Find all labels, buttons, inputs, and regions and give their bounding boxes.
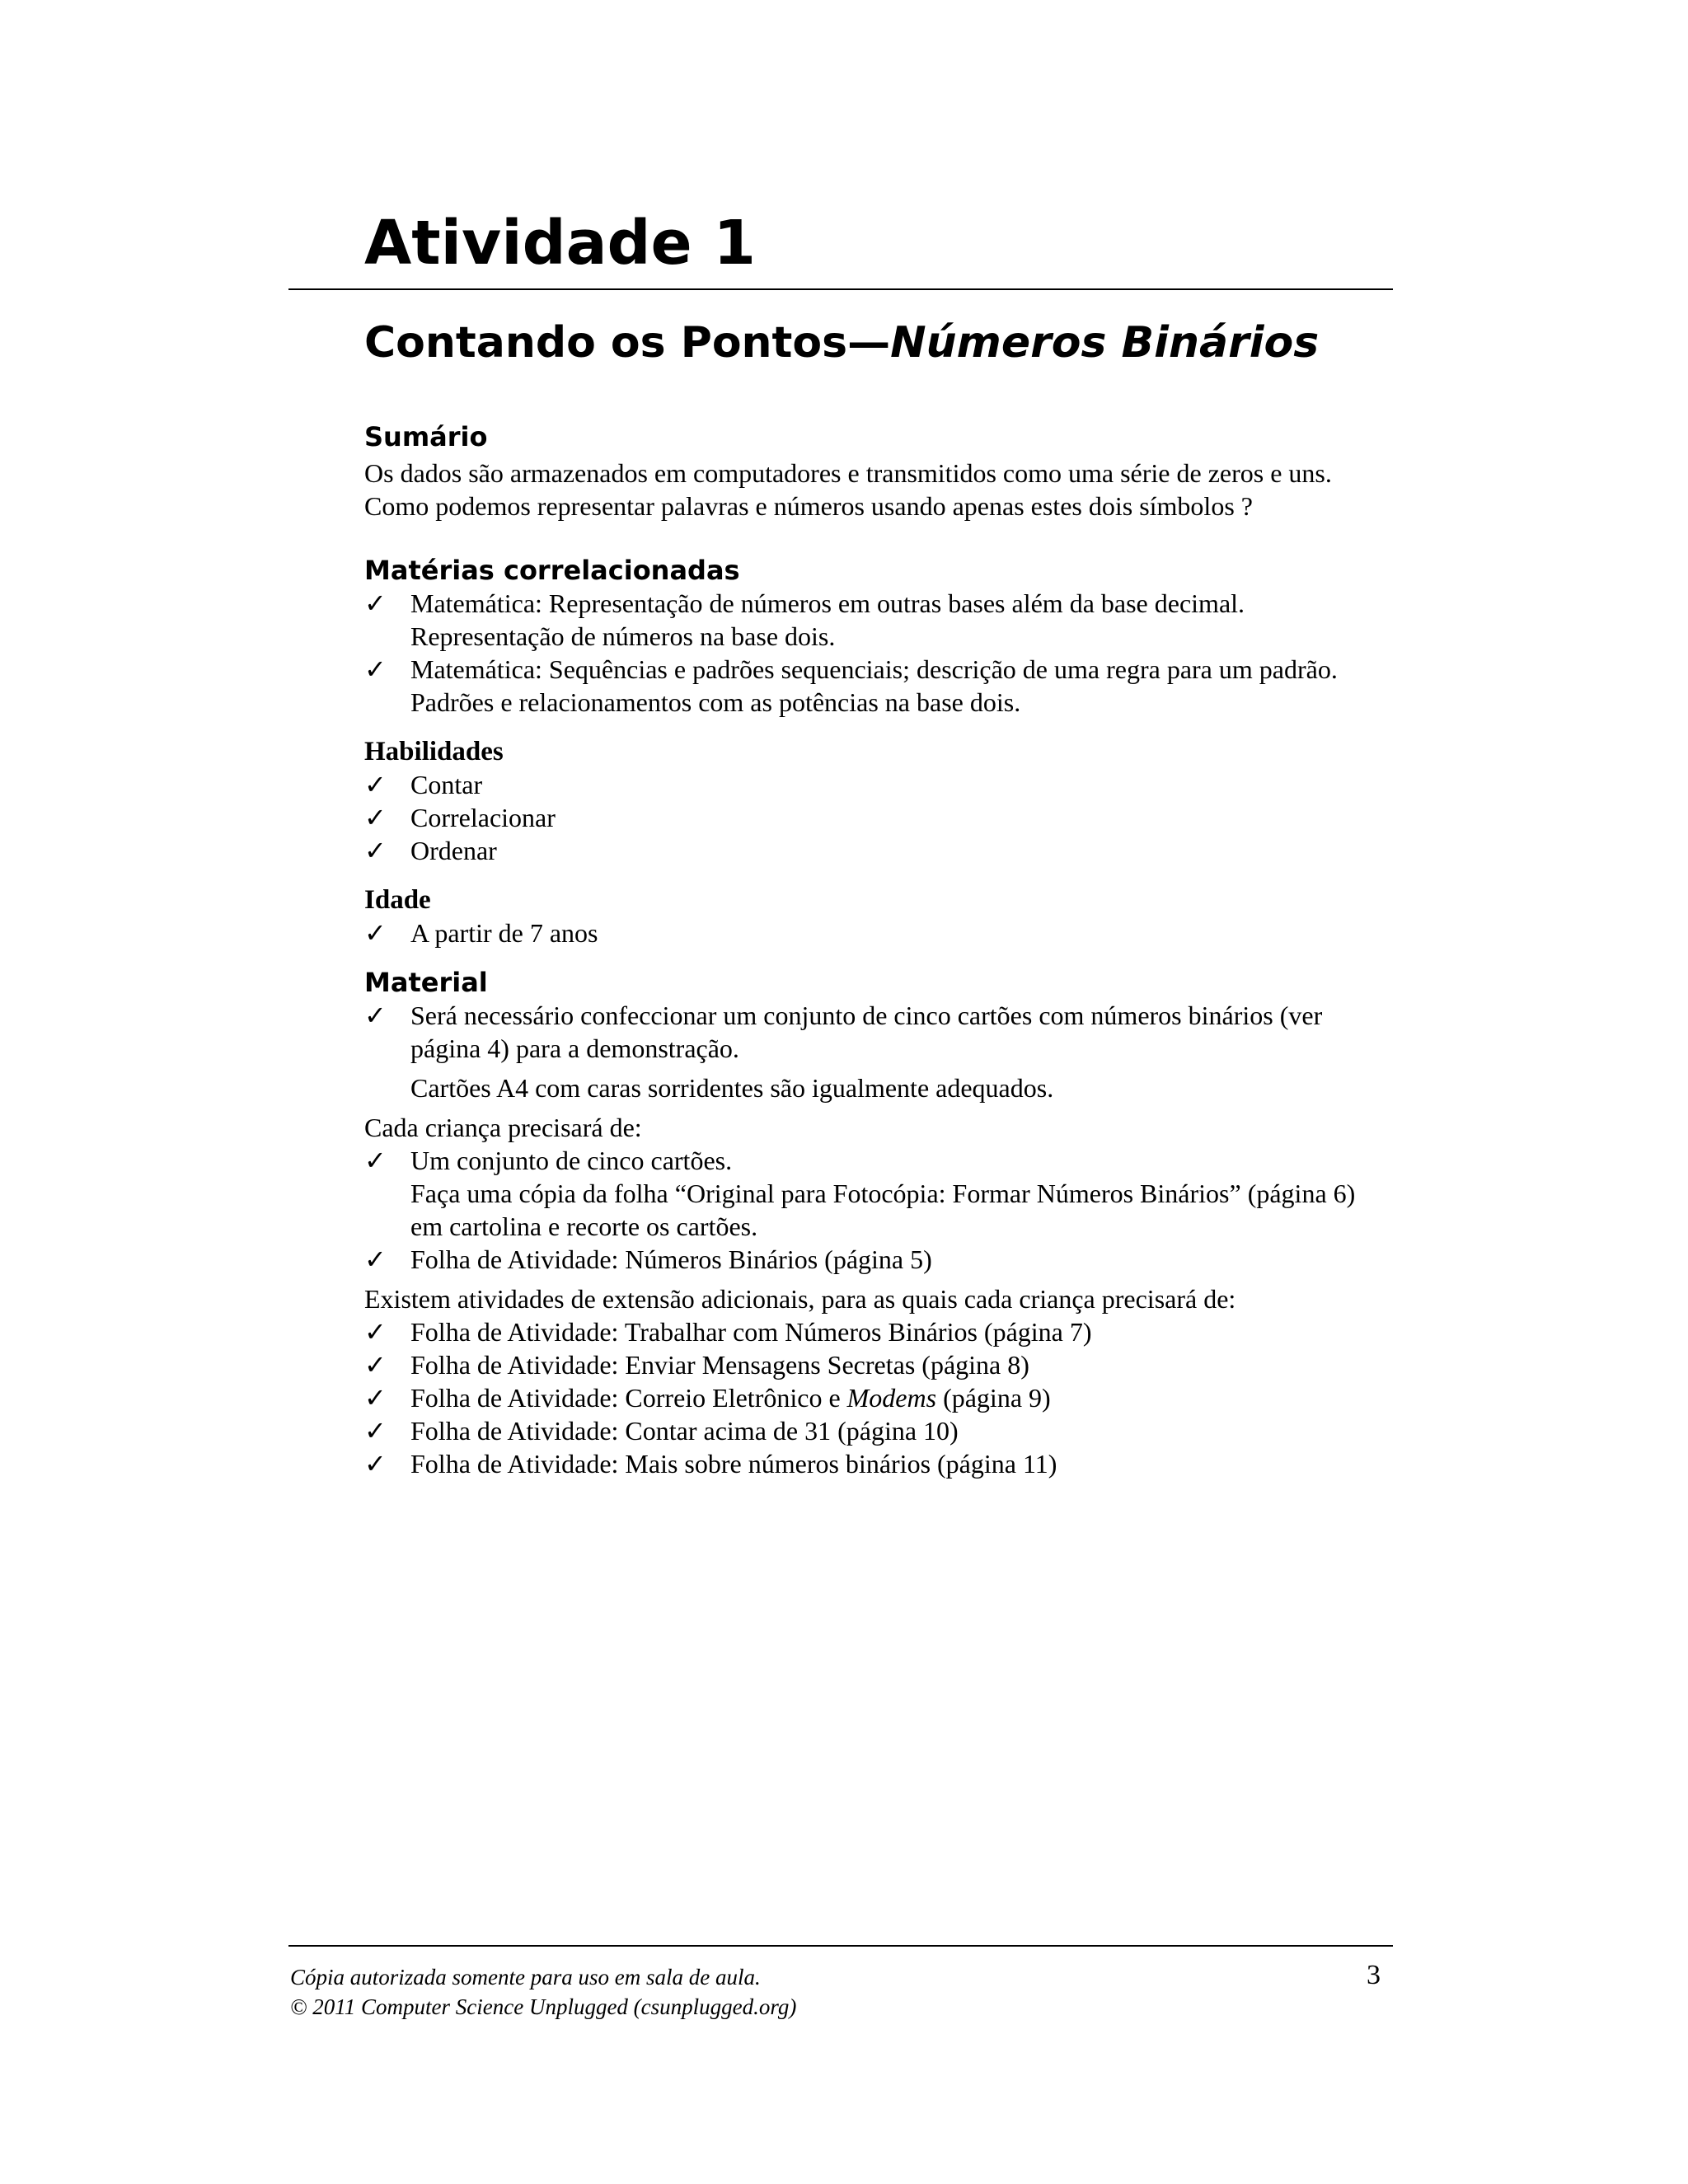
check-icon: ✓ (364, 836, 387, 865)
check-icon: ✓ (364, 588, 387, 618)
skills-heading: Habilidades (364, 737, 504, 766)
subtitle-emphasis: Números Binários (890, 318, 1320, 368)
document-body (364, 420, 1386, 1480)
list-item (364, 1243, 1386, 1276)
list-item (364, 768, 1386, 801)
subtitle-main: Contando os Pontos— (364, 318, 891, 368)
list-item (364, 1381, 1386, 1414)
list-item (364, 999, 1386, 1065)
list-item-text: Folha de Atividade: Mais sobre números binários (página 11) (410, 1449, 1057, 1479)
check-icon: ✓ (364, 1001, 387, 1030)
check-icon: ✓ (364, 918, 387, 948)
skills-list (364, 768, 1386, 867)
check-icon: ✓ (364, 1317, 387, 1347)
age-list (364, 916, 1386, 949)
materials-heading: Material (364, 967, 488, 998)
header-rule (288, 288, 1393, 290)
list-item-text: Um conjunto de cinco cartões. (410, 1146, 733, 1175)
list-item-text: Matemática: Sequências e padrões sequenciais; descrição de uma regra para um padrão. Padrões e relacionamentos com as potências na base dois. (410, 654, 1338, 717)
materials-note: Cartões A4 com caras sorridentes são igualmente adequados. (410, 1073, 1054, 1103)
check-icon: ✓ (364, 1350, 387, 1380)
materials-list (364, 999, 1386, 1065)
list-item (364, 1414, 1386, 1447)
list-item (364, 653, 1386, 719)
list-item (364, 1447, 1386, 1480)
list-item (364, 801, 1386, 834)
check-icon: ✓ (364, 770, 387, 799)
list-item-text: Folha de Atividade: Correio Eletrônico e (410, 1383, 847, 1413)
list-item (364, 916, 1386, 949)
list-item (364, 1315, 1386, 1348)
list-item-text: A partir de 7 anos (410, 918, 598, 948)
list-item (364, 1144, 1386, 1177)
age-heading: Idade (364, 885, 431, 915)
list-item-text: Será necessário confeccionar um conjunto de cinco cartões com números binários (ver página 4) para a demonstração. (410, 1001, 1323, 1063)
check-icon: ✓ (364, 1416, 387, 1446)
page-number: 3 (1367, 1960, 1381, 1990)
summary-text: Os dados são armazenados em computadores e transmitidos como uma série de zeros e uns. Como podemos representar palavras e números usando apenas estes dois símbolos ? (364, 458, 1332, 521)
activity-subtitle (364, 318, 1320, 368)
extension-intro: Existem atividades de extensão adicionais, para as quais cada criança precisará de: (364, 1284, 1236, 1314)
child-item-note: Faça uma cópia da folha “Original para Fotocópia: Formar Números Binários” (página 6) em cartolina e recorte os cartões. (410, 1179, 1356, 1241)
each-child-intro: Cada criança precisará de: (364, 1113, 642, 1142)
list-item-text: Folha de Atividade: Trabalhar com Números Binários (página 7) (410, 1317, 1092, 1347)
check-icon: ✓ (364, 1383, 387, 1413)
list-item-text: Matemática: Representação de números em outras bases além da base decimal. Representação de números na base dois. (410, 588, 1245, 651)
list-item-text: Correlacionar (410, 803, 556, 832)
list-item-text: Ordenar (410, 836, 497, 865)
check-icon: ✓ (364, 1244, 387, 1274)
list-item-emphasis: Modems (846, 1383, 937, 1413)
list-item-text: Contar (410, 770, 483, 799)
list-item (364, 1348, 1386, 1381)
list-item (364, 834, 1386, 867)
list-item-text: Folha de Atividade: Enviar Mensagens Secretas (página 8) (410, 1350, 1029, 1380)
check-icon: ✓ (364, 1449, 387, 1479)
footer-rule (288, 1945, 1393, 1947)
extension-list (364, 1315, 1386, 1480)
list-item (364, 587, 1386, 653)
subjects-heading: Matérias correlacionadas (364, 555, 740, 586)
subjects-list (364, 587, 1386, 719)
list-item-text: Folha de Atividade: Contar acima de 31 (página 10) (410, 1416, 959, 1446)
check-icon: ✓ (364, 654, 387, 684)
check-icon: ✓ (364, 1146, 387, 1175)
footer-copyright-note: Cópia autorizada somente para uso em sala de aula. (290, 1965, 761, 1990)
child-materials-list (364, 1144, 1386, 1177)
child-materials-list-2 (364, 1243, 1386, 1276)
check-icon: ✓ (364, 803, 387, 832)
footer-copyright-line: © 2011 Computer Science Unplugged (csunplugged.org) (290, 1994, 797, 2019)
list-item-text: (página 9) (936, 1383, 1051, 1413)
list-item-text: Folha de Atividade: Números Binários (página 5) (410, 1244, 932, 1274)
summary-heading: Sumário (364, 421, 488, 452)
activity-title: Atividade 1 (364, 208, 756, 279)
